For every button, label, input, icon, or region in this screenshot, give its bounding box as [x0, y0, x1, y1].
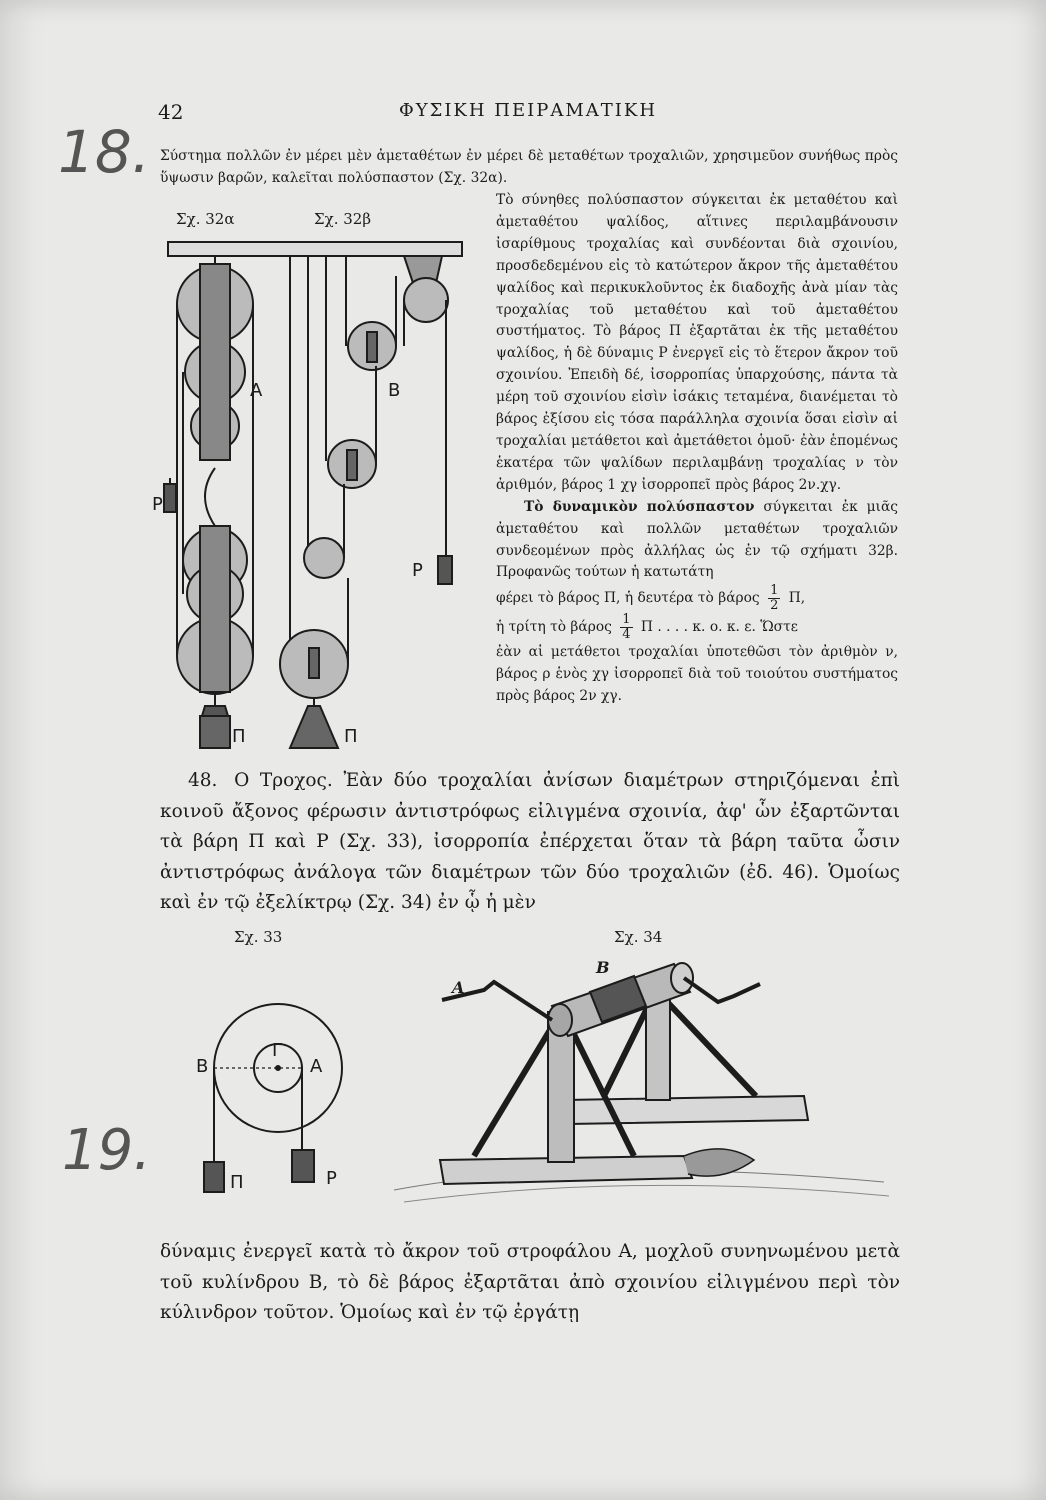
- fig32a-weight-p: [164, 484, 176, 512]
- closing-paragraph: δύναμις ἐνεργεῖ κατὰ τὸ ἄκρον τοῦ στροφάλου Α, μοχλοῦ συνηνωμένου μετὰ τοῦ κυλίνδρου Β, τὸ δὲ βάρος ἐξαρτᾶται ἀπὸ σχοινίου εἰλιγμένου περὶ τὸν κύλινδρον τοῦτον. Ὁμοίως καὶ ἐν τῷ ἐργάτῃ: [160, 1241, 900, 1323]
- conclusion-paragraph: ἐὰν αἱ μετάθετοι τροχαλίαι ὑποτεθῶσι τὸν ἀριθμὸν ν, βάρος ρ ἑνὸς χγ ἰσορροπεῖ διὰ τοῦ τοιούτου συστήματος πρὸς βάρος 2ν χγ.: [496, 644, 898, 705]
- figure-32-pulleys: [150, 236, 470, 766]
- fraction-one-quarter: [620, 613, 632, 642]
- section-48-text: [160, 766, 900, 919]
- running-title: ΦΥΣΙΚΗ ΠΕΙΡΑΜΑΤΙΚΗ: [398, 100, 658, 121]
- caption-fig34: Σχ. 34: [614, 928, 663, 946]
- caption-fig33: Σχ. 33: [234, 928, 283, 946]
- fraction-line-1: [496, 584, 898, 613]
- fig32a-pulley-block: [170, 256, 253, 748]
- fig34-label-a: A: [452, 978, 465, 997]
- section-48-paragraph: [160, 766, 900, 919]
- intro-paragraph: Σύστημα πολλῶν ἐν μέρει μὲν ἀμεταθέτων ἐν μέρει δὲ μεταθέτων τροχαλιῶν, χρησιμεῦον συνήθως πρὸς ὕψωσιν βαρῶν, καλεῖται πολύσπαστον (Σχ. 32α).: [160, 148, 898, 186]
- fig34-label-b: B: [596, 958, 610, 977]
- margin-note-19: 19.: [62, 1118, 152, 1183]
- fraction-numerator: 1: [770, 583, 779, 599]
- fraction-line-2-text: ἡ τρίτη τὸ βάρος: [496, 619, 612, 636]
- fraction-line-2-end: Π . . . . κ. ο. κ. ε. Ὥστε: [640, 619, 798, 636]
- fraction-numerator: 1: [622, 612, 631, 628]
- margin-note-18: 18.: [58, 118, 151, 186]
- fig33-label-p: Ρ: [326, 1168, 337, 1189]
- page-number: 42: [158, 100, 184, 124]
- fig32b-pulley-system: [280, 256, 452, 748]
- fig32b-label-p: Ρ: [412, 560, 423, 581]
- section-48-number: 48.: [188, 770, 218, 791]
- fig32b-weight-p: [438, 556, 452, 584]
- dynamic-polyspast-text: σύγκειται ἐκ μιᾶς ἀμεταθέτου καὶ πολλῶν μεταθέτων τροχαλιῶν συνδεομένων πρὸς ἀλλήλας ὡς ἐν τῷ σχήματι 32β. Προφανῶς τούτων ἡ κατωτάτη: [496, 498, 898, 581]
- fig33-label-b: Β: [196, 1056, 209, 1077]
- fraction-line-1-end: Π,: [788, 590, 806, 607]
- fig33-label-pi: Π: [230, 1172, 244, 1193]
- polyspast-paragraph: Τὸ σύνηθες πολύσπαστον σύγκειται ἐκ μεταθέτου καὶ ἀμεταθέτου ψαλίδος, αἵτινες περιλαμβάνουσιν ἰσαρίθμους τροχαλίας καὶ συνδέονται διὰ σχοινίου, προσδεδεμένου εἰς τὸ κατώτερον ἄκρον τῆς ἀμεταθέτου ψαλίδος καὶ περικυκλοῦντος ἐκ διαδοχῆς ἀνὰ μίαν τὰς τροχαλίας τοῦ μεταθέτου καὶ τοῦ ἀμεταθέτου συστήματος. Τὸ βάρος Π ἐξαρτᾶται ἐκ τῆς μεταθέτου ψαλίδος, ἡ δὲ δύναμις Ρ ἐνεργεῖ εἰς τὸ ἕτερον ἄκρον τοῦ σχοινίου. Ἐπειδὴ δέ, ἰσορροπίας ὑπαρχούσης, πάντα τὰ μέρη τοῦ σχοινίου εἰσὶν ἰσάκις τεταμένα, διανέμεται τὸ βάρος ἐξίσου εἰς τόσα παράλληλα σχοινία ὅσαι εἰσὶν αἱ τροχαλίαι μετάθετοι καὶ ἀμετάθετοι ὁμοῦ· ἐὰν ἑπομένως ἑκατέρα τῶν ψαλίδων περιλαμβάνῃ τροχαλίας ν τὸν ἀριθμόν, βάρος 1 χγ ἰσορροπεῖ πρὸς βάρος 2ν.χγ.: [496, 192, 898, 493]
- fig32b-label-b: Β: [388, 380, 401, 401]
- fig32a-label-a: Α: [250, 380, 263, 401]
- fig33-label-a: Α: [310, 1056, 323, 1077]
- page-header: [158, 100, 898, 130]
- fig32b-label-pi: Π: [344, 726, 358, 747]
- fraction-one-half: [768, 584, 780, 613]
- fraction-line-1-text: φέρει τὸ βάρος Π, ἡ δευτέρα τὸ βάρος: [496, 590, 760, 607]
- fraction-denominator: 2: [770, 598, 779, 614]
- section-48-title: Ο Τροχος.: [234, 770, 333, 791]
- dynamic-polyspast-paragraph: [496, 497, 898, 585]
- fraction-line-2: [496, 613, 898, 642]
- section-48-body: Ἐὰν δύο τροχαλίαι ἀνίσων διαμέτρων στηριζόμεναι ἐπὶ κοινοῦ ἄξονος φέρωσιν ἀντιστρόφως εἰλιγμένα σχοινία, ἀφ' ὧν ἐξαρτῶνται τὰ βάρη Π καὶ Ρ (Σχ. 33), ἰσορροπία ἐπέρχεται ὅταν τὰ βάρη ταῦτα ὦσιν ἀντιστρόφως ἀνάλογα τῶν διαμέτρων τῶν δύο τροχαλιῶν (ἐδ. 46). Ὁμοίως καὶ ἐν τῷ ἐξελίκτρῳ (Σχ. 34) ἐν ᾧ ἡ μὲν: [160, 770, 901, 913]
- fraction-denominator: 4: [622, 627, 631, 643]
- dynamic-polyspast-term: Τὸ δυναμικὸν πολύσπαστον: [524, 498, 755, 515]
- fig33-label-g: Γ: [272, 1040, 283, 1061]
- fig32a-label-p: Ρ: [152, 494, 163, 515]
- right-column-text: [496, 190, 898, 708]
- fig32a-label-pi: Π: [232, 726, 246, 747]
- caption-fig32b: Σχ. 32β: [314, 210, 371, 228]
- ceiling-beam: [168, 242, 462, 256]
- caption-fig32a: Σχ. 32α: [176, 210, 235, 228]
